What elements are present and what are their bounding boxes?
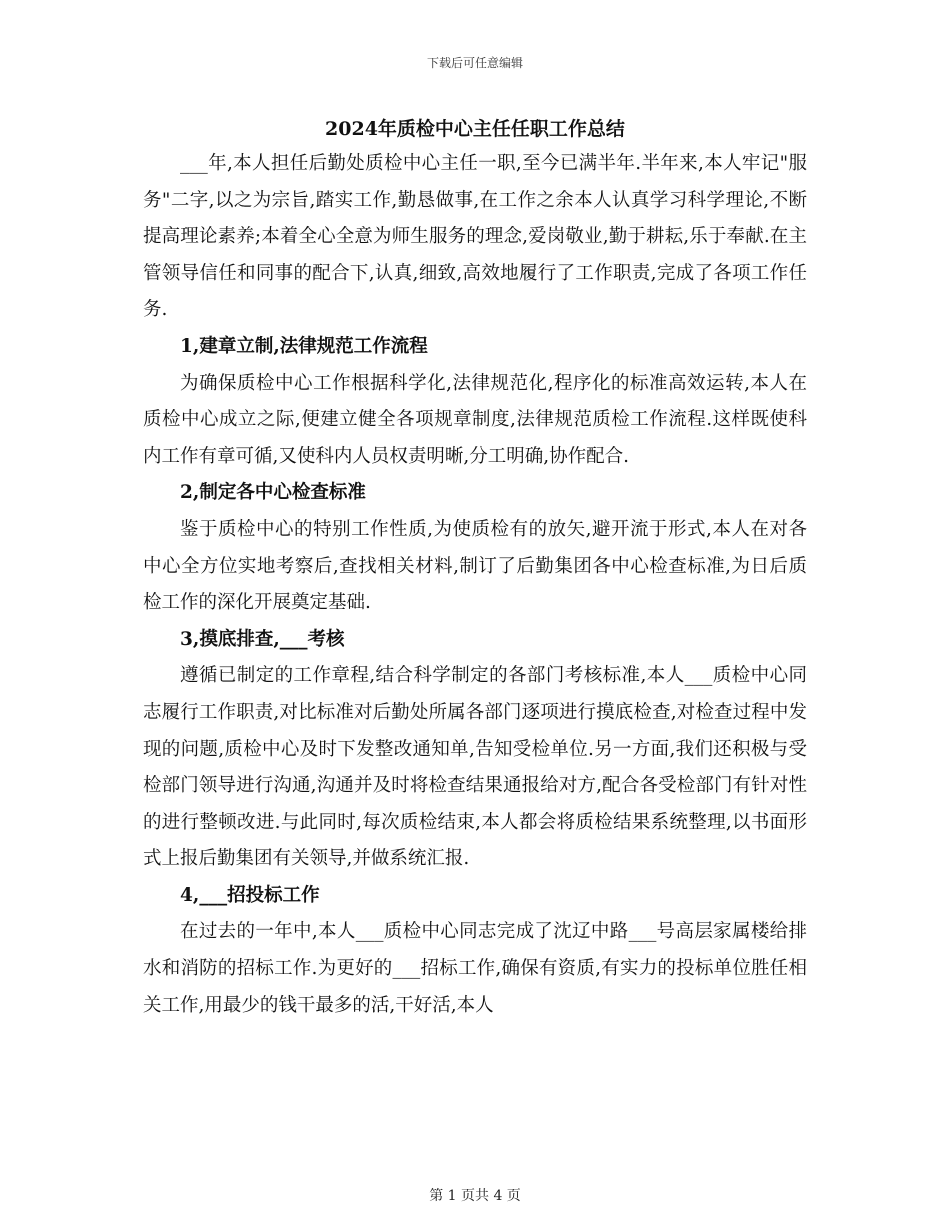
section-body-3: 遵循已制定的工作章程,结合科学制定的各部门考核标准,本人___质检中心同志履行工作职责,对比标准对后勤处所属各部门逐项进行摸底检查,对检查过程中发现的问题,质检中心及时下发整改通知单,告知受检单位.另一方面,我们还积极与受检部门领导进行沟通,沟通并及时将检查结果通报给对方,配合各受检部门有针对性的进行整顿改进.与此同时,每次质检结束,本人都会将质检结果系统整理,以书面形式上报后勤集团有关领导,并做系统汇报. — [143, 665, 807, 870]
page-footer: 第 1 页共 4 页 — [429, 1188, 521, 1204]
section-body-2: 鉴于质检中心的特别工作性质,为使质检有的放矢,避开流于形式,本人在对各中心全方位实地考察后,查找相关材料,制订了后勤集团各中心检查标准,为日后质检工作的深化开展奠定基础. — [143, 518, 807, 614]
page-header: 下载后可任意编辑 — [426, 56, 523, 70]
section-body-4: 在过去的一年中,本人___质检中心同志完成了沈辽中路___号高层家属楼给排水和消防的招标工作.为更好的___招标工作,确保有资质,有实力的投标单位胜任相关工作,用最少的钱干最多的活,干好活,本人 — [143, 921, 807, 1016]
intro-paragraph: ___年,本人担任后勤处质检中心主任一职,至今已满半年.半年来,本人牢记"服务"二字,以之为宗旨,踏实工作,勤恳做事,在工作之余本人认真学习科学理论,不断提高理论素养;本着全心全意为师生服务的理念,爱岗敬业,勤于耕耘,乐于奉献.在主管领导信任和同事的配合下,认真,细致,高效地履行了工作职责,完成了各项工作任务. — [143, 153, 807, 321]
section-heading-3: 3,摸底排查,___考核 — [180, 628, 345, 650]
document-title: 2024年质检中心主任任职工作总结 — [325, 118, 625, 140]
section-heading-2: 2,制定各中心检查标准 — [180, 482, 366, 504]
section-body-1: 为确保质检中心工作根据科学化,法律规范化,程序化的标准高效运转,本人在质检中心成立之际,便建立健全各项规章制度,法律规范质检工作流程.这样既使科内工作有章可循,又使科内人员权责明晰,分工明确,协作配合. — [143, 372, 807, 467]
section-heading-1: 1,建章立制,法律规范工作流程 — [180, 335, 428, 357]
section-heading-4: 4,___招投标工作 — [180, 884, 320, 906]
document-body — [143, 112, 807, 1024]
